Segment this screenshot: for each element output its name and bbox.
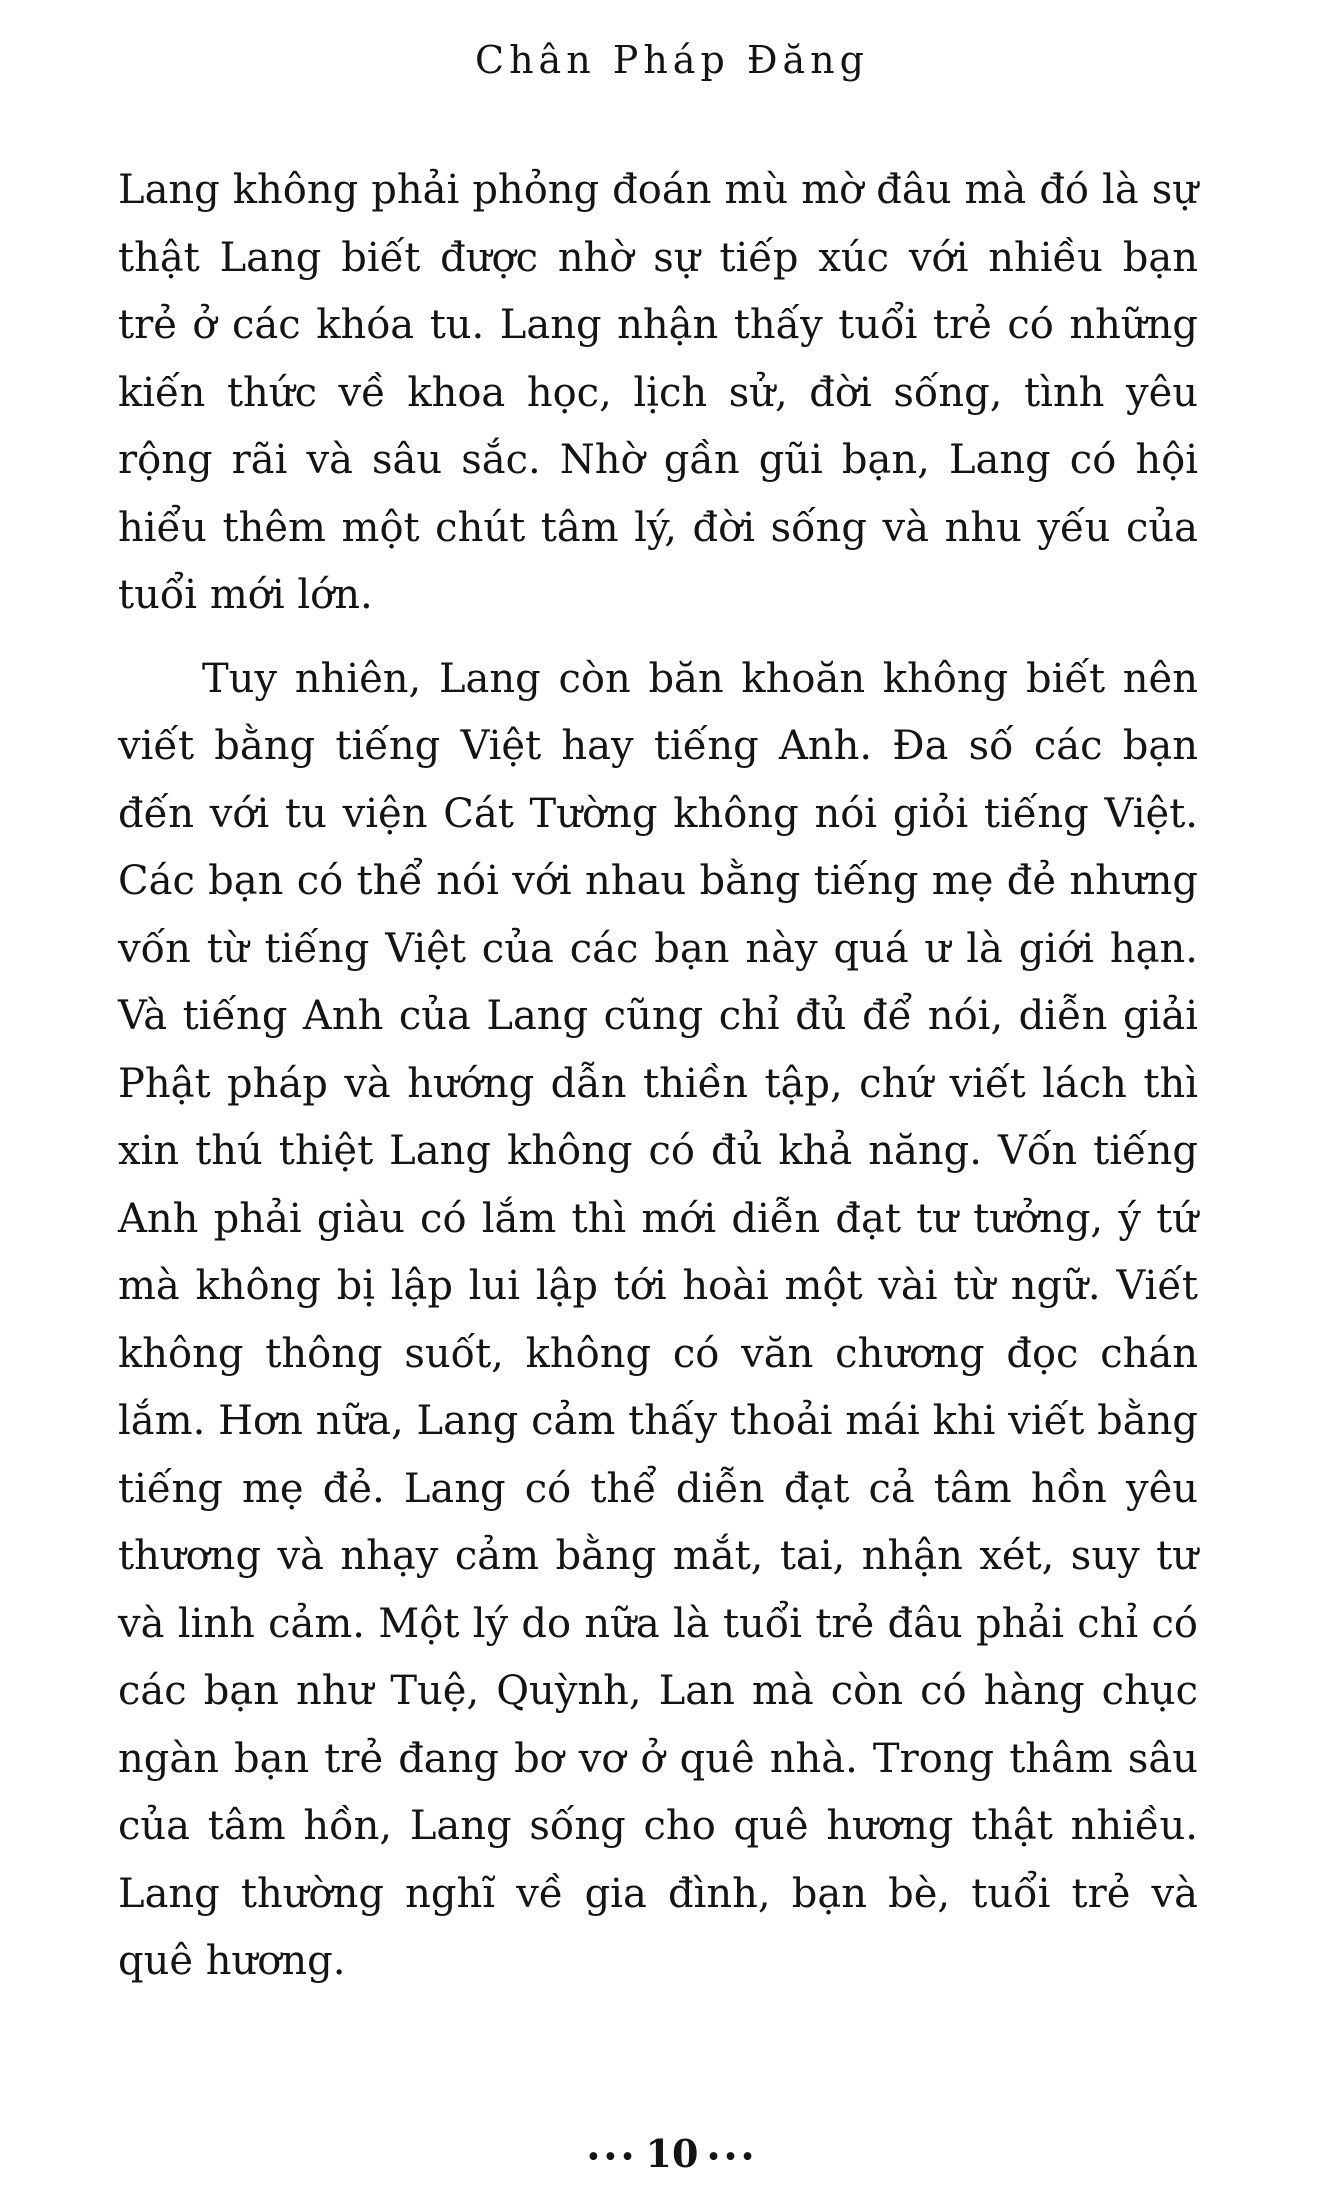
page-number: 10 xyxy=(645,2131,699,2176)
footer-right-ornament: ••• xyxy=(706,2144,758,2171)
page-footer xyxy=(0,2130,1344,2182)
paragraph-1: Lang không phải phỏng đoán mù mờ đâu mà đó là sự thật Lang biết được nhờ sự tiếp xúc với nhiều bạn trẻ ở các khóa tu. Lang nhận thấy tuổi trẻ có những kiến thức về khoa học, lịch sử, đời sống, tình yêu rộng rãi và sâu sắc. Nhờ gần gũi bạn, Lang có hội hiểu thêm một chút tâm lý, đời sống và nhu yếu của tuổi mới lớn. xyxy=(118,167,1198,618)
footer-left-ornament: ••• xyxy=(586,2144,638,2171)
running-header: Chân Pháp Đăng xyxy=(475,38,869,82)
body-text xyxy=(118,157,1198,1996)
paragraph-2: Tuy nhiên, Lang còn băn khoăn không biết nên viết bằng tiếng Việt hay tiếng Anh. Đa số các bạn đến với tu viện Cát Tường không nói giỏi tiếng Việt. Các bạn có thể nói với nhau bằng tiếng mẹ đẻ nhưng vốn từ tiếng Việt của các bạn này quá ư là giới hạn. Và tiếng Anh của Lang cũng chỉ đủ để nói, diễn giải Phật pháp và hướng dẫn thiền tập, chứ viết lách thì xin thú thiệt Lang không có đủ khả năng. Vốn tiếng Anh phải giàu có lắm thì mới diễn đạt tư tưởng, ý tứ mà không bị lập lui lập tới hoài một vài từ ngữ. Viết không thông suốt, không có văn chương đọc chán lắm. Hơn nữa, Lang cảm thấy thoải mái khi viết bằng tiếng mẹ đẻ. Lang có thể diễn đạt cả tâm hồn yêu thương và nhạy cảm bằng mắt, tai, nhận xét, suy tư và linh cảm. Một lý do nữa là tuổi trẻ đâu phải chỉ có các bạn như Tuệ, Quỳnh, Lan mà còn có hàng chục ngàn bạn trẻ đang bơ vơ ở quê nhà. Trong thâm sâu của tâm hồn, Lang sống cho quê hương thật nhiều. Lang thường nghĩ về gia đình, bạn bè, tuổi trẻ và quê hương. xyxy=(118,655,1198,1984)
